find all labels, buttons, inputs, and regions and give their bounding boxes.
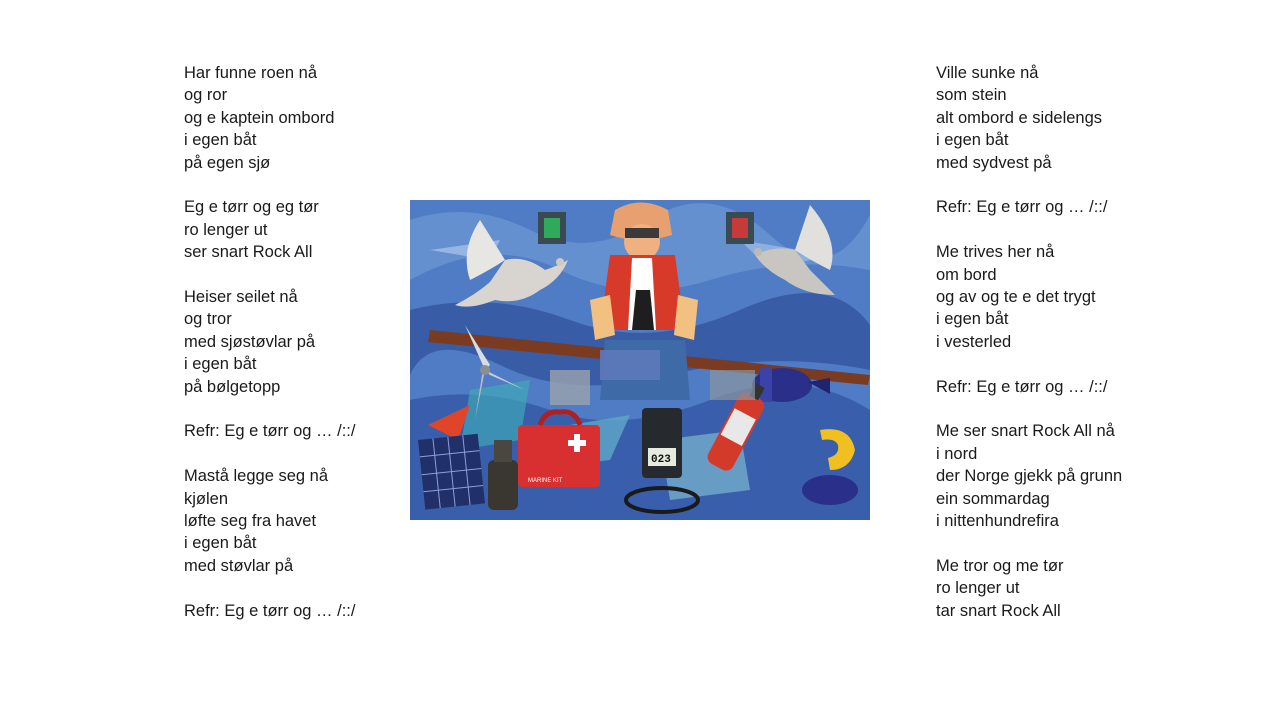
poem-line: i vesterled	[936, 332, 1012, 351]
poem-line: Refr: Eg e tørr og … /::/	[184, 601, 356, 620]
stanza-gap	[184, 264, 404, 286]
poem-line: Har funne roen nå	[184, 64, 318, 82]
stanza	[936, 555, 1176, 622]
buoy-icon	[802, 475, 858, 505]
poem-line: i nord	[936, 444, 978, 463]
collage-artwork	[410, 200, 870, 520]
poem-line: kjølen	[184, 489, 229, 508]
poem-line: Eg e tørr og eg tør	[184, 198, 319, 217]
stanza-gap	[184, 174, 404, 196]
stanza-gap	[184, 398, 404, 420]
poem-left-column	[184, 62, 404, 622]
poem-line: tar snart Rock All	[936, 601, 1061, 620]
stanza-gap	[936, 174, 1176, 196]
poem-line: Refr: Eg e tørr og … /::/	[936, 198, 1108, 217]
stanza	[184, 62, 404, 174]
stanza	[184, 465, 404, 577]
stanza-gap	[184, 443, 404, 465]
poem-line: alt ombord e sidelengs	[936, 108, 1103, 127]
lantern-red-icon	[726, 212, 754, 244]
stanza	[936, 376, 1176, 398]
poem-line: med sjøstøvlar på	[184, 332, 316, 351]
poem-line: og av og te e det trygt	[936, 288, 1096, 307]
poem-line: løfte seg fra havet	[184, 512, 317, 531]
stanza-gap	[936, 398, 1176, 420]
poem-line: på bølgetopp	[184, 377, 281, 396]
poem-line: Me tror og me tør	[936, 556, 1064, 575]
poem-line: Heiser seilet nå	[184, 288, 298, 307]
poem-line: Refr: Eg e tørr og … /::/	[936, 377, 1108, 396]
first-aid-label: MARINE KIT	[528, 478, 563, 484]
poem-line: Mastå legge seg nå	[184, 467, 329, 486]
stanza	[936, 62, 1176, 174]
radio-display: 023	[651, 454, 671, 466]
poem-line: med sydvest på	[936, 153, 1052, 172]
poem-line: ro lenger ut	[184, 220, 268, 239]
poem-line: Me ser snart Rock All nå	[936, 422, 1115, 441]
poem-right-column	[936, 62, 1176, 622]
stanza	[936, 196, 1176, 218]
poem-line: i egen båt	[184, 534, 257, 553]
poem-line: i egen båt	[936, 310, 1009, 329]
stanza-gap	[184, 577, 404, 599]
poem-line: der Norge gjekk på grunn	[936, 467, 1123, 486]
stanza	[936, 420, 1176, 532]
poem-line: på egen sjø	[184, 153, 271, 172]
poem-line: i egen båt	[936, 131, 1009, 150]
poem-line: ro lenger ut	[936, 579, 1020, 598]
poem-line: om bord	[936, 265, 997, 284]
poem-line: Me trives her nå	[936, 243, 1055, 262]
lantern-green-icon	[538, 212, 566, 244]
poem-line: ser snart Rock All	[184, 243, 313, 262]
stanza	[936, 241, 1176, 353]
poem-line: Refr: Eg e tørr og … /::/	[184, 422, 356, 441]
poem-line: og e kaptein ombord	[184, 108, 335, 127]
stanza-gap	[936, 532, 1176, 554]
stanza	[184, 420, 404, 442]
poem-line: med støvlar på	[184, 556, 294, 575]
stanza-gap	[936, 219, 1176, 241]
poem-line: i nittenhundrefira	[936, 512, 1059, 531]
poem-line: Ville sunke nå	[936, 64, 1039, 82]
poem-line: og ror	[184, 86, 228, 105]
poem-line: i egen båt	[184, 131, 257, 150]
collage-svg	[410, 200, 870, 520]
solar-panel-icon	[418, 434, 485, 510]
poem-line: ein sommardag	[936, 489, 1050, 508]
stanza	[184, 286, 404, 398]
stanza	[184, 600, 404, 622]
stanza-gap	[936, 353, 1176, 375]
poem-line: i egen båt	[184, 355, 257, 374]
poem-line: som stein	[936, 86, 1007, 105]
stanza	[184, 196, 404, 263]
poem-line: og tror	[184, 310, 232, 329]
